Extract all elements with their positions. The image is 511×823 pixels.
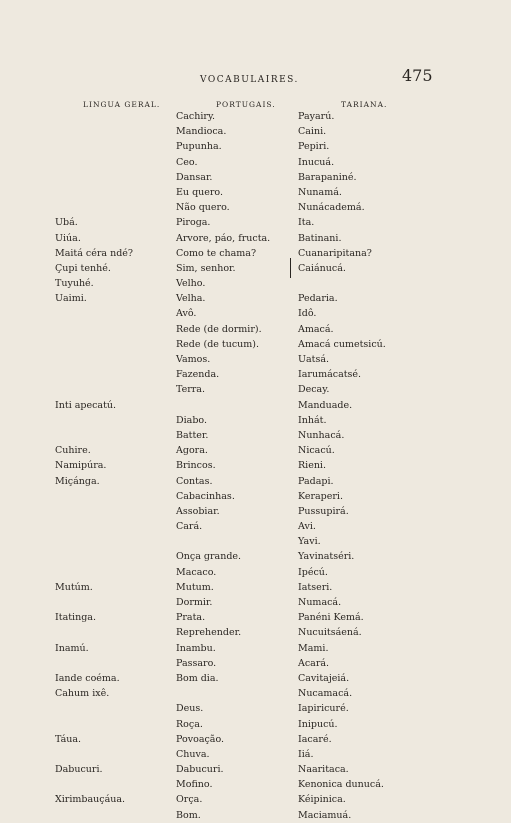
lingua-geral-cell: Tuyuhé. xyxy=(55,278,94,290)
tariana-cell: Numacá. xyxy=(298,597,342,608)
table-row xyxy=(0,489,511,504)
tariana-cell: Yavi. xyxy=(298,536,321,548)
tariana-cell: Kenonica dunucá. xyxy=(298,779,384,791)
tariana-cell: Maciamuá. xyxy=(298,809,352,821)
portugais-cell: Não quero. xyxy=(176,202,230,214)
lingua-geral-cell: Inti apecatú. xyxy=(55,399,117,411)
table-row xyxy=(0,595,511,610)
tariana-cell: Caiánucá. xyxy=(298,262,346,274)
table-row xyxy=(0,671,511,686)
lingua-geral-cell: Namipúra. xyxy=(55,460,107,472)
lingua-geral-cell: Cahum ixê. xyxy=(55,688,110,700)
portugais-cell: Sim, senhor. xyxy=(176,262,236,274)
table-row xyxy=(0,428,511,443)
lingua-geral-cell: Uaimi. xyxy=(55,293,87,305)
column-header-tariana: TARIANA. xyxy=(341,100,388,109)
table-row xyxy=(0,398,511,413)
portugais-cell: Arvore, páo, fructa. xyxy=(176,232,271,244)
tariana-cell: Iatseri. xyxy=(298,581,333,593)
tariana-cell: Decay. xyxy=(298,384,330,396)
table-row xyxy=(0,717,511,732)
table-row xyxy=(0,504,511,519)
portugais-cell: Inambu. xyxy=(176,642,216,654)
lingua-geral-cell: Itatinga. xyxy=(55,612,96,624)
lingua-geral-cell: Cuhire. xyxy=(55,445,91,457)
lingua-geral-cell: Miçánga. xyxy=(55,475,100,487)
portugais-cell: Agora. xyxy=(176,445,208,457)
tariana-cell: Nunácademá. xyxy=(298,202,365,214)
portugais-cell: Velha. xyxy=(176,293,206,305)
portugais-cell: Rede (de dormir). xyxy=(176,323,262,335)
column-header-lingua-geral: LINGUA GERAL. xyxy=(83,100,161,109)
tariana-cell: Amacá cumetsicú. xyxy=(298,338,386,350)
tariana-cell: Idô. xyxy=(298,308,317,320)
tariana-cell: Padapi. xyxy=(298,475,334,487)
tariana-cell: Ita. xyxy=(298,217,315,229)
table-row xyxy=(0,382,511,397)
table-row xyxy=(0,792,511,807)
table-row xyxy=(0,474,511,489)
running-title: VOCABULAIRES. xyxy=(200,75,299,85)
portugais-cell: Bom. xyxy=(176,809,201,821)
lingua-geral-cell: Mutúm. xyxy=(55,581,93,593)
tariana-cell: Inipucú. xyxy=(298,718,338,730)
tariana-cell: Iarumácatsé. xyxy=(298,369,362,381)
table-row xyxy=(0,170,511,185)
portugais-cell: Reprehender. xyxy=(176,627,242,639)
tariana-cell: Avi. xyxy=(298,521,316,533)
tariana-cell: Cavitajeiá. xyxy=(298,672,350,684)
portugais-cell: Diabo. xyxy=(176,414,207,426)
table-row xyxy=(0,625,511,640)
tariana-cell: Iiá. xyxy=(298,748,314,760)
tariana-cell: Uatsá. xyxy=(298,354,330,365)
tariana-cell: Cuanaripitana? xyxy=(298,247,372,259)
portugais-cell: Como te chama? xyxy=(176,247,257,259)
tariana-cell: Kéipinica. xyxy=(298,794,346,806)
portugais-cell: Assobiar. xyxy=(176,505,220,517)
portugais-cell: Orça. xyxy=(176,794,203,806)
portugais-cell: Avô. xyxy=(176,308,197,320)
portugais-cell: Chuva. xyxy=(176,748,210,760)
table-row xyxy=(0,306,511,321)
portugais-cell: Brincos. xyxy=(176,460,216,472)
tariana-cell: Caini. xyxy=(298,126,327,138)
table-row xyxy=(0,215,511,230)
tariana-cell: Panéni Kemá. xyxy=(298,612,364,624)
portugais-cell: Dormir. xyxy=(176,597,213,608)
table-row xyxy=(0,686,511,701)
lingua-geral-cell: Iande coéma. xyxy=(55,672,120,684)
portugais-cell: Pupunha. xyxy=(176,141,222,153)
tariana-cell: Amacá. xyxy=(298,323,334,335)
table-row xyxy=(0,565,511,580)
table-row xyxy=(0,519,511,534)
table-row xyxy=(0,352,511,367)
portugais-cell: Fazenda. xyxy=(176,369,220,381)
table-row xyxy=(0,155,511,170)
tariana-cell: Nucamacá. xyxy=(298,688,353,700)
portugais-cell: Dabucuri. xyxy=(176,764,224,776)
tariana-cell: Pepiri. xyxy=(298,141,330,153)
lingua-geral-cell: Ubá. xyxy=(55,217,78,229)
table-row xyxy=(0,261,511,276)
tariana-cell: Mami. xyxy=(298,642,329,654)
table-row xyxy=(0,580,511,595)
tariana-cell: Iacaré. xyxy=(298,733,332,745)
portugais-cell: Deus. xyxy=(176,703,204,715)
tariana-cell: Payarú. xyxy=(298,111,335,122)
lingua-geral-cell: Maitá céra ndé? xyxy=(55,247,134,259)
portugais-cell: Mutum. xyxy=(176,581,214,593)
portugais-cell: Passaro. xyxy=(176,657,217,669)
table-row xyxy=(0,732,511,747)
table-row xyxy=(0,291,511,306)
column-header-portugais: PORTUGAIS. xyxy=(216,100,276,109)
tariana-cell: Ipécú. xyxy=(298,566,328,578)
portugais-cell: Cará. xyxy=(176,521,203,533)
lingua-geral-cell: Táua. xyxy=(55,733,82,745)
tariana-cell: Keraperi. xyxy=(298,490,343,502)
tariana-cell: Inhát. xyxy=(298,414,327,426)
portugais-cell: Cabacinhas. xyxy=(176,490,235,502)
portugais-cell: Povoação. xyxy=(176,733,225,745)
table-row xyxy=(0,549,511,564)
tariana-cell: Barapaniné. xyxy=(298,171,357,183)
portugais-cell: Ceo. xyxy=(176,156,198,168)
table-row xyxy=(0,337,511,352)
portugais-cell: Piroga. xyxy=(176,217,211,229)
lingua-geral-cell: Inamú. xyxy=(55,642,89,654)
tariana-cell: Rieni. xyxy=(298,460,326,472)
table-row xyxy=(0,458,511,473)
tariana-cell: Pedaria. xyxy=(298,293,338,305)
tariana-cell: Nicacú. xyxy=(298,445,335,457)
tariana-cell: Pussupirá. xyxy=(298,505,349,517)
table-row xyxy=(0,808,511,823)
table-row xyxy=(0,139,511,154)
portugais-cell: Velho. xyxy=(176,278,206,290)
portugais-cell: Batter. xyxy=(176,429,209,441)
portugais-cell: Cachiry. xyxy=(176,111,216,122)
table-row xyxy=(0,747,511,762)
portugais-cell: Onça grande. xyxy=(176,551,242,563)
table-row xyxy=(0,762,511,777)
vocabulary-table xyxy=(0,109,511,823)
table-row xyxy=(0,322,511,337)
table-row xyxy=(0,534,511,549)
portugais-cell: Roça. xyxy=(176,718,203,730)
page-number: 475 xyxy=(402,66,433,85)
table-row xyxy=(0,610,511,625)
portugais-cell: Macaco. xyxy=(176,566,217,578)
table-row xyxy=(0,641,511,656)
portugais-cell: Eu quero. xyxy=(176,186,224,198)
portugais-cell: Rede (de tucum). xyxy=(176,338,260,350)
lingua-geral-cell: Dabucuri. xyxy=(55,764,103,776)
tariana-cell: Manduade. xyxy=(298,399,353,411)
portugais-cell: Bom dia. xyxy=(176,672,219,684)
portugais-cell: Mandioca. xyxy=(176,126,227,138)
table-row xyxy=(0,200,511,215)
tariana-cell: Acará. xyxy=(298,657,330,669)
table-row xyxy=(0,443,511,458)
portugais-cell: Dansar. xyxy=(176,171,213,183)
tariana-cell: Nucuitsáená. xyxy=(298,627,362,639)
table-row xyxy=(0,656,511,671)
table-row xyxy=(0,276,511,291)
portugais-cell: Contas. xyxy=(176,475,213,487)
table-row xyxy=(0,413,511,428)
tariana-cell: Nunamá. xyxy=(298,186,342,198)
table-row xyxy=(0,246,511,261)
portugais-cell: Vamos. xyxy=(176,354,211,365)
tariana-cell: Nunhacá. xyxy=(298,429,345,441)
lingua-geral-cell: Uiúa. xyxy=(55,232,81,244)
table-row xyxy=(0,701,511,716)
table-row xyxy=(0,231,511,246)
table-row xyxy=(0,367,511,382)
table-row xyxy=(0,109,511,124)
tariana-cell: Naaritaca. xyxy=(298,764,349,776)
tariana-cell: Iapiricuré. xyxy=(298,703,349,715)
tariana-cell: Inucuá. xyxy=(298,156,335,168)
tariana-cell: Yavinatséri. xyxy=(298,551,355,563)
table-row xyxy=(0,185,511,200)
portugais-cell: Mofino. xyxy=(176,779,213,791)
portugais-cell: Prata. xyxy=(176,612,206,624)
tariana-cell: Batinani. xyxy=(298,232,342,244)
table-row xyxy=(0,777,511,792)
lingua-geral-cell: Xirimbauçáua. xyxy=(55,794,126,806)
portugais-cell: Terra. xyxy=(176,384,205,396)
lingua-geral-cell: Çupi tenhé. xyxy=(55,262,111,274)
table-row xyxy=(0,124,511,139)
